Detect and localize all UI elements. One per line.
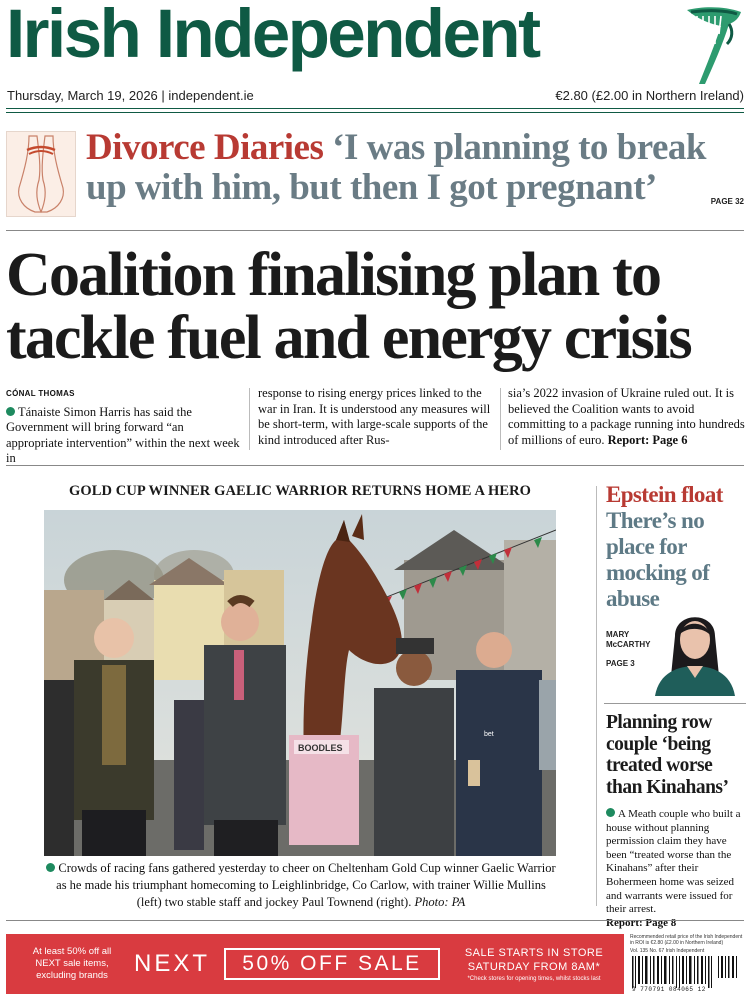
- bullet-icon: [606, 808, 615, 817]
- masthead-date: Thursday, March 19, 2026 | independent.ie: [7, 88, 254, 103]
- column-separator: [249, 388, 250, 450]
- sponsor-text: bet: [484, 731, 494, 738]
- photo-story-headline[interactable]: GOLD CUP WINNER GAELIC WARRIOR RETURNS HOME A HERO: [68, 483, 532, 499]
- divider: [6, 920, 744, 921]
- columnist-page-ref: PAGE 3: [606, 659, 635, 668]
- planning-text: A Meath couple who built a house without planning permission claim they have been “treated worse than the Kinahans” after their Bohermeen home was seized and warrants were issued for their arrest.: [606, 808, 741, 916]
- barcode-digits: 9 770791 084065 12: [632, 986, 706, 993]
- teaser-quote: ‘I was planning to break up with him, but then I got pregnant’: [86, 127, 706, 208]
- photo-caption: [46, 860, 556, 911]
- column-separator: [500, 388, 501, 450]
- masthead-rule: [6, 108, 744, 113]
- hands-illustration-icon: [7, 132, 77, 218]
- lead-col3-text: sia’s 2022 invasion of Ukraine ruled out. It is believed the Coalition wants to avoid committing to a package running into hundreds of millions of euro.: [508, 386, 745, 447]
- planning-body: [606, 808, 746, 930]
- bullet-icon: [6, 407, 15, 416]
- divider: [6, 465, 744, 466]
- lead-column-3: [508, 386, 746, 448]
- homecoming-photo-illustration: [44, 510, 556, 856]
- price-notice: Recommended retail price of the Irish Independent in ROI is €2.80 (£2.00 in Northern Ireland): [630, 934, 743, 946]
- lead-column-2: [258, 386, 492, 448]
- rug-text: BOODLES: [298, 743, 343, 753]
- lead-headline[interactable]: Coalition finalising plan to tackle fuel and energy crisis: [6, 241, 691, 372]
- planning-headline[interactable]: Planning row couple ‘being treated worse than Kinahans’: [606, 712, 729, 798]
- lead-col1-text: Tánaiste Simon Harris has said the Government will bring forward “an appropriate intervention” within the next week in: [6, 404, 240, 465]
- next-sale-advert[interactable]: [6, 934, 624, 994]
- planning-report-link[interactable]: Report: Page 8: [606, 916, 677, 929]
- divider: [6, 230, 744, 231]
- sidebar-separator: [596, 486, 597, 906]
- columnist-portrait: [645, 606, 743, 696]
- photo-gaelic-warrior[interactable]: [44, 510, 556, 856]
- harp-logo-icon: [683, 4, 745, 88]
- lead-col2-text: response to rising energy prices linked to the war in Iran. It is understood any measures will be short-term, with large-scale supports of the kind introduced after Rus-: [258, 386, 491, 447]
- advert-right-text: [454, 946, 614, 983]
- teaser-image[interactable]: [6, 131, 76, 217]
- masthead: [0, 0, 750, 103]
- masthead-title: Irish Independent: [6, 0, 539, 72]
- bullet-icon: [46, 863, 55, 872]
- barcode-icon: [632, 956, 742, 988]
- masthead-price: €2.80 (£2.00 in Northern Ireland): [555, 88, 744, 103]
- lead-byline: CÓNAL THOMAS: [6, 389, 75, 398]
- teaser-headline[interactable]: [86, 128, 746, 208]
- epstein-kicker: Epstein float: [606, 482, 723, 507]
- epstein-teaser[interactable]: [606, 482, 746, 612]
- epstein-headline: There’s no place for mocking of abuse: [606, 508, 710, 611]
- advert-sale-start: SALE STARTS IN STORE SATURDAY FROM 8AM*: [464, 947, 604, 973]
- lead-column-1: [6, 386, 240, 467]
- sidebar-divider: [604, 703, 746, 704]
- advert-offer: 50% OFF SALE: [224, 948, 440, 980]
- volume-number: Vol. 135 No. 67 Irish Independent: [630, 948, 705, 954]
- teaser-page-ref: PAGE 32: [710, 197, 744, 206]
- advert-left-text: At least 50% off all NEXT sale items, excluding brands: [32, 946, 112, 981]
- columnist-name-text: MARY McCARTHY: [606, 630, 651, 649]
- caption-text: Crowds of racing fans gathered yesterday to cheer on Cheltenham Gold Cup winner Gaelic Warrior as he made his triumphant homecoming to Leighlinbridge, Co Carlow, with trainer Willie Mullins (left) two stable staff and jockey Paul Townend (right).: [56, 861, 556, 909]
- photo-credit: Photo: PA: [414, 895, 466, 909]
- advert-note: *Check stores for opening times, whilst stocks last: [467, 976, 601, 982]
- lead-report-link[interactable]: Report: Page 6: [607, 432, 688, 447]
- teaser-kicker: Divorce Diaries: [86, 127, 324, 168]
- advert-brand: NEXT: [134, 950, 211, 977]
